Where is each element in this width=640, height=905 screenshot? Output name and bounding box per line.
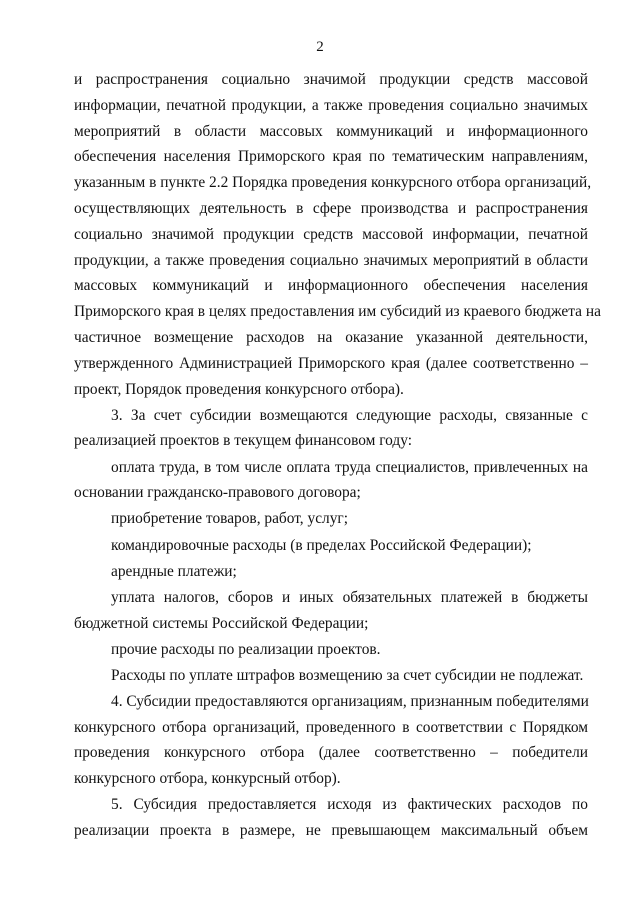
text-line: обеспечения населения Приморского края по тематическим направлениям,: [74, 148, 588, 166]
text-line: оплата труда, в том числе оплата труда специалистов, привлеченных на: [111, 458, 588, 476]
text-line: приобретение товаров, работ, услуг;: [111, 510, 348, 528]
text-line: проведения конкурсного отбора (далее соответственно – победители: [74, 744, 588, 762]
text-line: основании гражданско-правового договора;: [74, 484, 361, 502]
text-line: конкурсного отбора организаций, проведенного в соответствии с Порядком: [74, 718, 588, 736]
text-line: мероприятий в области массовых коммуникаций и информационного: [74, 122, 588, 140]
text-line: реализацией проектов в текущем финансовом году:: [74, 432, 413, 450]
text-line: уплата налогов, сборов и иных обязательных платежей в бюджеты: [111, 588, 588, 606]
text-line: 5. Субсидия предоставляется исходя из фактических расходов по: [111, 796, 588, 814]
text-line: информации, печатной продукции, а также проведения социально значимых: [74, 96, 588, 114]
text-line: 3. За счет субсидии возмещаются следующие расходы, связанные с: [111, 406, 588, 424]
text-line: и распространения социально значимой продукции средств массовой: [74, 71, 588, 88]
text-line: 4. Субсидии предоставляются организациям, признанным победителями: [111, 692, 589, 710]
text-line: массовых коммуникаций и информационного обеспечения населения: [74, 277, 588, 295]
text-line: Расходы по уплате штрафов возмещению за счет субсидии не подлежат.: [111, 666, 584, 684]
text-line: указанным в пункте 2.2 Порядка проведения конкурсного отбора организаций,: [74, 174, 592, 192]
page-number: 2: [316, 39, 324, 55]
text-line: частичное возмещение расходов на оказание указанной деятельности,: [74, 328, 588, 346]
text-line: арендные платежи;: [111, 562, 237, 580]
text-line: бюджетной системы Российской Федерации;: [74, 614, 369, 632]
text-line: прочие расходы по реализации проектов.: [111, 640, 381, 658]
document-body: [74, 67, 601, 844]
text-line: утвержденного Администрацией Приморского края (далее соответственно –: [74, 354, 588, 372]
text-line: социально значимой продукции средств массовой информации, печатной: [74, 225, 588, 243]
text-line: реализации проекта в размере, не превышающем максимальный объем: [74, 822, 588, 840]
text-line: продукции, а также проведения социально значимых мероприятий в области: [74, 251, 588, 269]
text-line: проект, Порядок проведения конкурсного отбора).: [74, 380, 404, 398]
text-line: осуществляющих деятельность в сфере производства и распространения: [74, 199, 588, 217]
text-line: Приморского края в целях предоставления им субсидий из краевого бюджета на: [74, 303, 601, 321]
text-line: конкурсного отбора, конкурсный отбор).: [74, 770, 341, 788]
text-line: командировочные расходы (в пределах Российской Федерации);: [111, 536, 532, 554]
